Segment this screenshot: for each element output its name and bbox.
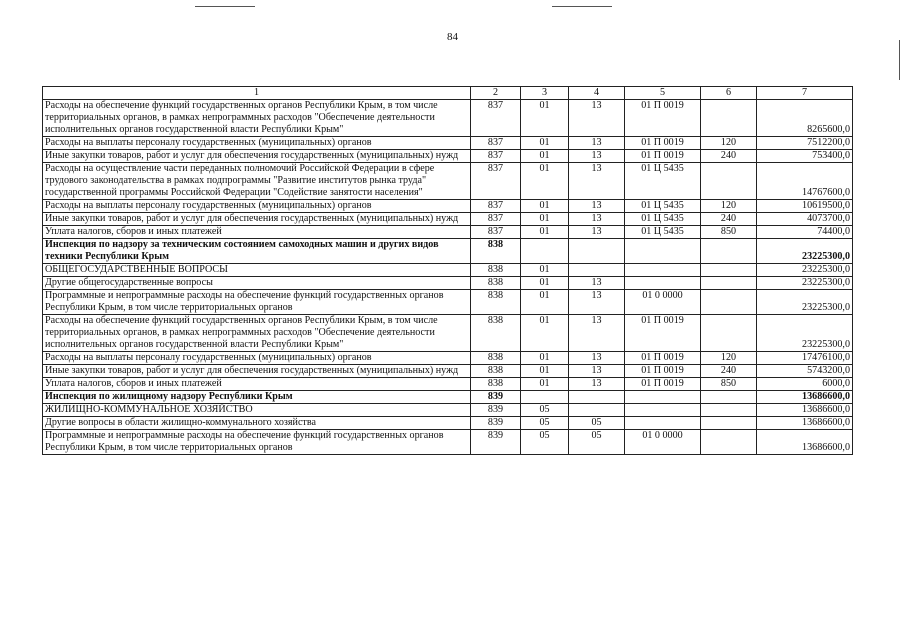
subsection-cell: 05 [569,417,625,430]
expense-type-cell: 120 [701,352,757,365]
expense-name-cell: Расходы на выплаты персоналу государственных (муниципальных) органов [43,200,471,213]
subsection-cell: 13 [569,226,625,239]
department-code-cell: 837 [471,137,521,150]
table-row [43,264,853,277]
amount-cell: 74400,0 [757,226,853,239]
subsection-cell: 13 [569,200,625,213]
section-cell: 01 [521,352,569,365]
section-cell: 01 [521,264,569,277]
table-row [43,100,853,137]
scan-edge-top-right [552,6,612,7]
expense-name-cell: Расходы на обеспечение функций государственных органов Республики Крым, в том числе территориальных органов, в рамках непрограммных расходов "Обеспечение деятельности исполнительных органов государственной власти Республики Крым" [43,100,471,137]
target-article-cell [625,264,701,277]
expense-name-cell: Инспекция по надзору за техническим состоянием самоходных машин и других видов техники Республики Крым [43,239,471,264]
section-cell: 01 [521,213,569,226]
subsection-cell [569,404,625,417]
subsection-cell [569,391,625,404]
amount-cell: 23225300,0 [757,264,853,277]
section-cell: 05 [521,430,569,455]
department-code-cell: 838 [471,239,521,264]
expense-type-cell: 240 [701,365,757,378]
amount-cell: 7512200,0 [757,137,853,150]
section-cell: 01 [521,163,569,200]
amount-cell: 23225300,0 [757,315,853,352]
amount-cell: 13686600,0 [757,404,853,417]
expense-type-cell [701,163,757,200]
department-code-cell: 838 [471,378,521,391]
subsection-cell: 05 [569,430,625,455]
amount-cell: 23225300,0 [757,290,853,315]
amount-cell: 13686600,0 [757,417,853,430]
department-code-cell: 839 [471,391,521,404]
page-number: 84 [447,31,458,43]
expense-type-cell: 850 [701,378,757,391]
amount-cell: 14767600,0 [757,163,853,200]
expense-name-cell: Другие общегосударственные вопросы [43,277,471,290]
table-row [43,315,853,352]
section-cell [521,239,569,264]
amount-cell: 6000,0 [757,378,853,391]
section-cell: 01 [521,290,569,315]
subsection-cell: 13 [569,150,625,163]
subsection-cell: 13 [569,213,625,226]
department-code-cell: 839 [471,430,521,455]
expense-type-cell [701,404,757,417]
section-cell: 01 [521,277,569,290]
expense-name-cell: Другие вопросы в области жилищно-коммунального хозяйства [43,417,471,430]
expense-type-cell [701,315,757,352]
amount-cell: 753400,0 [757,150,853,163]
table-row [43,137,853,150]
table-row [43,213,853,226]
target-article-cell [625,391,701,404]
subsection-cell: 13 [569,137,625,150]
target-article-cell: 01 Ц 5435 [625,226,701,239]
expense-name-cell: Программные и непрограммные расходы на обеспечение функций государственных органов Республики Крым, в том числе территориальных органов [43,290,471,315]
subsection-cell: 13 [569,163,625,200]
target-article-cell [625,239,701,264]
header-cell: 3 [521,87,569,100]
target-article-cell: 01 0 0000 [625,290,701,315]
expense-type-cell: 240 [701,213,757,226]
department-code-cell: 838 [471,365,521,378]
section-cell: 01 [521,100,569,137]
table-row [43,226,853,239]
section-cell: 01 [521,365,569,378]
target-article-cell: 01 П 0019 [625,352,701,365]
department-code-cell: 839 [471,417,521,430]
table-row [43,200,853,213]
expense-name-cell: Программные и непрограммные расходы на обеспечение функций государственных органов Республики Крым, в том числе территориальных органов [43,430,471,455]
section-cell [521,391,569,404]
section-cell: 01 [521,137,569,150]
subsection-cell: 13 [569,100,625,137]
table-row [43,290,853,315]
subsection-cell [569,264,625,277]
expense-type-cell: 850 [701,226,757,239]
subsection-cell: 13 [569,277,625,290]
header-cell: 2 [471,87,521,100]
target-article-cell: 01 П 0019 [625,378,701,391]
department-code-cell: 837 [471,213,521,226]
expense-name-cell: Расходы на обеспечение функций государственных органов Республики Крым, в том числе территориальных органов, в рамках непрограммных расходов "Обеспечение деятельности исполнительных органов государственной власти Республики Крым" [43,315,471,352]
header-cell: 5 [625,87,701,100]
subsection-cell: 13 [569,352,625,365]
expense-type-cell [701,290,757,315]
expense-name-cell: Уплата налогов, сборов и иных платежей [43,378,471,391]
section-cell: 01 [521,315,569,352]
expense-name-cell: Иные закупки товаров, работ и услуг для обеспечения государственных (муниципальных) нужд [43,213,471,226]
expense-name-cell: Иные закупки товаров, работ и услуг для обеспечения государственных (муниципальных) нужд [43,150,471,163]
expense-name-cell: Инспекция по жилищному надзору Республики Крым [43,391,471,404]
department-code-cell: 838 [471,352,521,365]
expense-type-cell [701,264,757,277]
target-article-cell: 01 П 0019 [625,137,701,150]
header-cell: 7 [757,87,853,100]
table-row [43,378,853,391]
target-article-cell: 01 П 0019 [625,150,701,163]
target-article-cell [625,404,701,417]
section-cell: 01 [521,150,569,163]
table-row [43,163,853,200]
section-cell: 01 [521,226,569,239]
expense-name-cell: Уплата налогов, сборов и иных платежей [43,226,471,239]
expense-type-cell [701,430,757,455]
header-cell: 6 [701,87,757,100]
table-header-row [43,87,853,100]
target-article-cell [625,417,701,430]
table-row [43,239,853,264]
budget-table [42,86,853,455]
expense-type-cell: 240 [701,150,757,163]
amount-cell: 13686600,0 [757,430,853,455]
scan-edge-right [899,40,900,80]
table-row [43,391,853,404]
table-row [43,277,853,290]
header-cell: 1 [43,87,471,100]
subsection-cell [569,239,625,264]
section-cell: 01 [521,200,569,213]
expense-name-cell: Расходы на выплаты персоналу государственных (муниципальных) органов [43,137,471,150]
target-article-cell: 01 Ц 5435 [625,200,701,213]
department-code-cell: 837 [471,100,521,137]
department-code-cell: 837 [471,150,521,163]
department-code-cell: 837 [471,200,521,213]
expense-name-cell: Иные закупки товаров, работ и услуг для обеспечения государственных (муниципальных) нужд [43,365,471,378]
expense-type-cell [701,417,757,430]
amount-cell: 23225300,0 [757,277,853,290]
amount-cell: 17476100,0 [757,352,853,365]
target-article-cell: 01 П 0019 [625,100,701,137]
section-cell: 01 [521,378,569,391]
table-row [43,430,853,455]
expense-type-cell [701,100,757,137]
expense-type-cell: 120 [701,200,757,213]
subsection-cell: 13 [569,365,625,378]
subsection-cell: 13 [569,290,625,315]
table-row [43,417,853,430]
target-article-cell: 01 Ц 5435 [625,163,701,200]
department-code-cell: 839 [471,404,521,417]
expense-type-cell [701,239,757,264]
expense-type-cell [701,277,757,290]
amount-cell: 8265600,0 [757,100,853,137]
amount-cell: 23225300,0 [757,239,853,264]
amount-cell: 5743200,0 [757,365,853,378]
scan-edge-top [195,6,255,7]
expense-name-cell: Расходы на осуществление части переданных полномочий Российской Федерации в сфере трудового законодательства в рамках подпрограммы "Развитие институтов рынка труда" государственной программы Российской Федерации "Содействие занятости населения" [43,163,471,200]
subsection-cell: 13 [569,378,625,391]
department-code-cell: 837 [471,226,521,239]
section-cell: 05 [521,417,569,430]
target-article-cell: 01 П 0019 [625,365,701,378]
department-code-cell: 837 [471,163,521,200]
amount-cell: 10619500,0 [757,200,853,213]
expense-name-cell: Расходы на выплаты персоналу государственных (муниципальных) органов [43,352,471,365]
amount-cell: 13686600,0 [757,391,853,404]
department-code-cell: 838 [471,290,521,315]
target-article-cell [625,277,701,290]
expense-type-cell [701,391,757,404]
target-article-cell: 01 0 0000 [625,430,701,455]
target-article-cell: 01 Ц 5435 [625,213,701,226]
table-row [43,352,853,365]
table-row [43,365,853,378]
target-article-cell: 01 П 0019 [625,315,701,352]
department-code-cell: 838 [471,277,521,290]
subsection-cell: 13 [569,315,625,352]
table-row [43,404,853,417]
header-cell: 4 [569,87,625,100]
department-code-cell: 838 [471,315,521,352]
department-code-cell: 838 [471,264,521,277]
expense-name-cell: ОБЩЕГОСУДАРСТВЕННЫЕ ВОПРОСЫ [43,264,471,277]
table-row [43,150,853,163]
section-cell: 05 [521,404,569,417]
amount-cell: 4073700,0 [757,213,853,226]
expense-name-cell: ЖИЛИЩНО-КОММУНАЛЬНОЕ ХОЗЯЙСТВО [43,404,471,417]
expense-type-cell: 120 [701,137,757,150]
